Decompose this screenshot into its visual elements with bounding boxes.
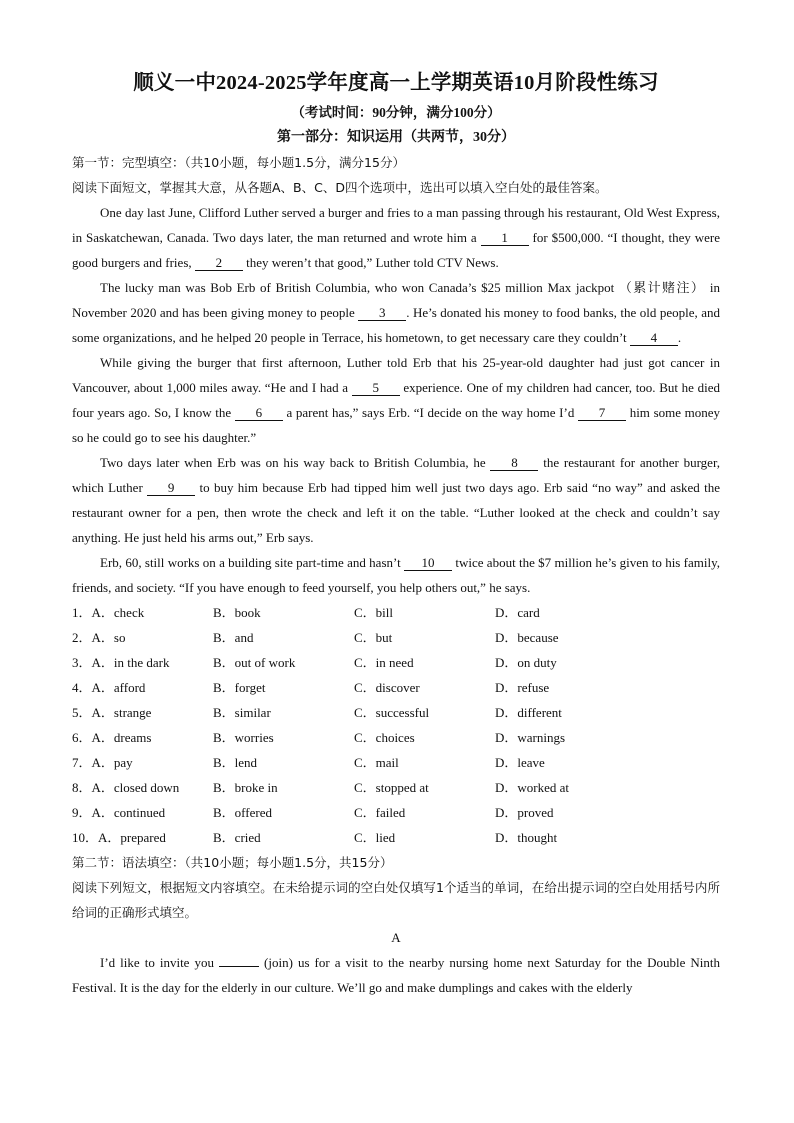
option-c[interactable]: C．discover	[354, 680, 420, 695]
exam-page	[72, 66, 720, 1000]
section2-instruction: 阅读下列短文，根据短文内容填空。在未给提示词的空白处仅填写1个适当的单词，在给出提示词的空白处用括号内所给词的正确形式填空。	[72, 880, 720, 920]
blank-3[interactable]: 3	[358, 305, 406, 321]
cloze-paragraph-4	[72, 450, 720, 550]
grammar-blank[interactable]	[219, 966, 259, 967]
option-a[interactable]: 4．A．afford	[72, 680, 146, 695]
option-b[interactable]: B．and	[213, 630, 254, 645]
grammar-paragraph-1	[72, 950, 720, 1000]
option-a[interactable]: 9．A．continued	[72, 805, 166, 820]
blank-6[interactable]: 6	[235, 405, 283, 421]
option-d[interactable]: D．different	[495, 705, 562, 720]
text-run: for $500,000. “I thought, they were good burgers and fries,	[72, 230, 721, 270]
option-d[interactable]: D．because	[495, 630, 559, 645]
blank-9[interactable]: 9	[147, 480, 195, 496]
option-c[interactable]: C．lied	[354, 830, 396, 845]
blank-5[interactable]: 5	[352, 380, 400, 396]
option-b[interactable]: B．similar	[213, 705, 271, 720]
text-run: to buy him because Erb had tipped him well just two days ago. Erb said “no way” and asked the restaurant owner for a pen, then wrote the check and left it on the table. “Luther looked at the check and couldn’t say anything. He just held his arms out,” Erb says.	[72, 480, 721, 545]
option-d[interactable]: D．on duty	[495, 655, 557, 670]
option-d[interactable]: D．card	[495, 605, 540, 620]
blank-4[interactable]: 4	[630, 330, 678, 346]
option-c[interactable]: C．bill	[354, 605, 394, 620]
text-run: The lucky man was Bob Erb of British Columbia, who won Canada’s $25 million Max jackpot （累计赌注） in November 2020 and has been giving money to people	[72, 280, 720, 320]
exam-subtitle: （考试时间：90分钟，满分100分）	[291, 105, 501, 120]
option-d[interactable]: D．thought	[495, 830, 558, 845]
blank-8[interactable]: 8	[490, 455, 538, 471]
question-options	[72, 600, 720, 850]
text-run: One day last June, Clifford Luther served a burger and fries to a man passing through his restaurant, Old West Express, in Saskatchewan, Canada. Two days later, the man returned and wrote him a	[72, 205, 720, 245]
exam-title: 顺义一中2024-2025学年度高一上学期英语10月阶段性练习	[133, 72, 659, 94]
text-run: twice about the $7 million he’s given to his family, friends, and society. “If you have enough to feed yourself, you help others out,” he says.	[72, 555, 721, 595]
option-b[interactable]: B．broke in	[213, 780, 278, 795]
cloze-paragraph-1	[72, 200, 720, 275]
cloze-paragraph-5	[72, 550, 720, 600]
text-run: him some money so he could go to see his daughter.”	[72, 405, 721, 445]
section1-heading: 第一节：完型填空：（共10小题，每小题1.5分，满分15分）	[72, 155, 405, 170]
text-run: . He’s donated his money to food banks, the old people, and some organizations, and he helped 20 people in Terrace, his hometown, to get necessary care they couldn’t	[72, 305, 720, 345]
section2-heading: 第二节：语法填空：（共10小题；每小题1.5分，共15分）	[72, 855, 393, 870]
passage-label: A	[391, 930, 401, 945]
option-b[interactable]: B．book	[213, 605, 261, 620]
question-row	[72, 750, 720, 775]
option-b[interactable]: B．forget	[213, 680, 266, 695]
option-b[interactable]: B．lend	[213, 755, 258, 770]
text-run: .	[677, 330, 682, 345]
text-run: Two days later when Erb was on his way back to British Columbia, he	[100, 455, 486, 470]
option-d[interactable]: D．leave	[495, 755, 545, 770]
part1-title: 第一部分：知识运用（共两节，30分）	[277, 130, 515, 145]
question-row	[72, 600, 720, 625]
option-c[interactable]: C．in need	[354, 655, 414, 670]
option-d[interactable]: D．refuse	[495, 680, 550, 695]
cloze-paragraph-3	[72, 350, 720, 450]
blank-1[interactable]: 1	[481, 230, 529, 246]
blank-2[interactable]: 2	[195, 255, 243, 271]
option-d[interactable]: D．proved	[495, 805, 554, 820]
option-a[interactable]: 7．A．pay	[72, 755, 133, 770]
text-run: experience. One of my children had cancer, too. But he died four years ago. So, I know the	[72, 380, 720, 420]
option-b[interactable]: B．offered	[213, 805, 272, 820]
question-row	[72, 825, 720, 850]
option-c[interactable]: C．mail	[354, 755, 399, 770]
option-d[interactable]: D．warnings	[495, 730, 566, 745]
text-run: a parent has,” says Erb. “I decide on the way home I’d	[286, 405, 575, 420]
text-run: the restaurant for another burger, which Luther	[72, 455, 721, 495]
option-c[interactable]: C．failed	[354, 805, 406, 820]
option-a[interactable]: 5．A．strange	[72, 705, 152, 720]
option-a[interactable]: 8．A．closed down	[72, 780, 180, 795]
text-run: they weren’t that good,” Luther told CTV News.	[246, 255, 499, 270]
question-row	[72, 800, 720, 825]
question-row	[72, 700, 720, 725]
blank-7[interactable]: 7	[578, 405, 626, 421]
option-d[interactable]: D．worked at	[495, 780, 570, 795]
option-c[interactable]: C．stopped at	[354, 780, 429, 795]
question-row	[72, 650, 720, 675]
question-row	[72, 775, 720, 800]
option-b[interactable]: B．out of work	[213, 655, 296, 670]
text-run: (join) us for a visit to the nearby nursing home next Saturday for the Double Ninth Festival. It is the day for the elderly in our culture. We’ll go and make dumplings and cakes with the elderly	[72, 955, 720, 995]
option-a[interactable]: 2．A．so	[72, 630, 126, 645]
cloze-paragraph-2	[72, 275, 720, 350]
option-c[interactable]: C．successful	[354, 705, 430, 720]
option-a[interactable]: 6．A．dreams	[72, 730, 152, 745]
option-c[interactable]: C．choices	[354, 730, 415, 745]
option-a[interactable]: 10．A．prepared	[72, 830, 166, 845]
question-row	[72, 675, 720, 700]
option-b[interactable]: B．cried	[213, 830, 261, 845]
option-a[interactable]: 3．A．in the dark	[72, 655, 170, 670]
text-run: While giving the burger that first afternoon, Luther told Erb that his 25-year-old daughter had just got cancer in Vancouver, about 1,000 miles away. “He and I had a	[72, 355, 720, 395]
section1-instruction: 阅读下面短文，掌握其大意，从各题A、B、C、D四个选项中，选出可以填入空白处的最佳答案。	[72, 180, 608, 195]
blank-10[interactable]: 10	[404, 555, 452, 571]
text-run: I’d like to invite you	[100, 955, 214, 970]
option-c[interactable]: C．but	[354, 630, 393, 645]
option-b[interactable]: B．worries	[213, 730, 274, 745]
question-row	[72, 725, 720, 750]
option-a[interactable]: 1．A．check	[72, 605, 145, 620]
question-row	[72, 625, 720, 650]
text-run: Erb, 60, still works on a building site part-time and hasn’t	[100, 555, 401, 570]
